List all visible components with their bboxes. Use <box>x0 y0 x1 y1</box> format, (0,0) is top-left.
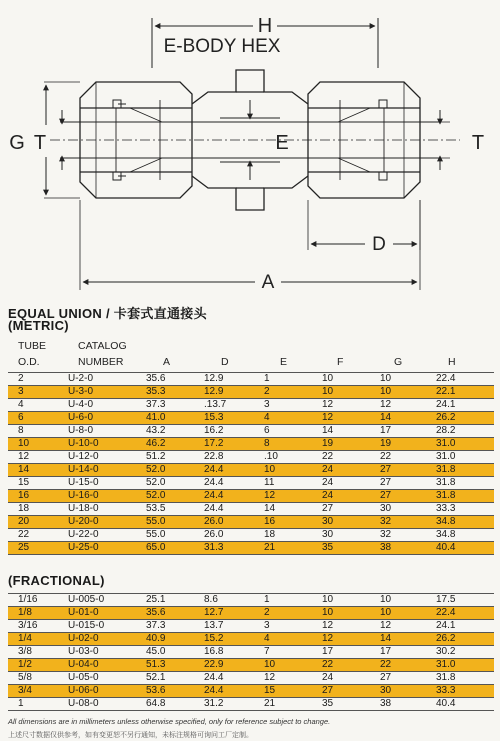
fractional-cell-d: 31.2 <box>204 698 264 711</box>
metric-table <box>8 372 494 555</box>
header-a: A <box>163 356 171 368</box>
fractional-cell-od: 1/2 <box>8 659 66 672</box>
fractional-cell-g: 14 <box>380 633 436 646</box>
metric-cell-cat: U-20-0 <box>66 516 146 529</box>
fractional-cell-g: 30 <box>380 685 436 698</box>
fractional-cell-h: 24.1 <box>436 620 494 633</box>
metric-cell-f: 30 <box>322 516 380 529</box>
fractional-row <box>8 607 494 620</box>
metric-cell-g: 32 <box>380 529 436 542</box>
dim-label-d: D <box>372 234 386 255</box>
fractional-cell-cat: U-02-0 <box>66 633 146 646</box>
metric-cell-g: 22 <box>380 451 436 464</box>
metric-cell-od: 20 <box>8 516 66 529</box>
metric-cell-od: 22 <box>8 529 66 542</box>
metric-cell-od: 15 <box>8 477 66 490</box>
fractional-cell-g: 27 <box>380 672 436 685</box>
fractional-cell-f: 12 <box>322 620 380 633</box>
metric-cell-cat: U-25-0 <box>66 542 146 555</box>
dim-label-h: H <box>257 15 273 37</box>
metric-cell-a: 35.6 <box>146 373 204 386</box>
fractional-cell-h: 26.2 <box>436 633 494 646</box>
union-drawing-svg <box>0 0 500 295</box>
fractional-cell-h: 31.8 <box>436 672 494 685</box>
header-catalog: CATALOG <box>78 340 127 352</box>
metric-cell-d: 24.4 <box>204 490 264 503</box>
metric-cell-d: 24.4 <box>204 503 264 516</box>
fractional-row <box>8 685 494 698</box>
metric-cell-d: 31.3 <box>204 542 264 555</box>
fractional-cell-f: 12 <box>322 633 380 646</box>
section-title: EQUAL UNION / 卡套式直通接头 <box>8 306 207 321</box>
metric-cell-h: 31.0 <box>436 438 494 451</box>
fractional-cell-e: 4 <box>264 633 322 646</box>
fractional-cell-cat: U-01-0 <box>66 607 146 620</box>
metric-cell-e: 2 <box>264 386 322 399</box>
header-h: H <box>448 356 456 368</box>
metric-cell-od: 25 <box>8 542 66 555</box>
fractional-cell-d: 22.9 <box>204 659 264 672</box>
fractional-cell-e: 15 <box>264 685 322 698</box>
metric-cell-od: 10 <box>8 438 66 451</box>
metric-cell-f: 24 <box>322 477 380 490</box>
metric-cell-e: 18 <box>264 529 322 542</box>
fractional-cell-f: 22 <box>322 659 380 672</box>
metric-cell-cat: U-16-0 <box>66 490 146 503</box>
metric-cell-od: 4 <box>8 399 66 412</box>
fractional-cell-d: 12.7 <box>204 607 264 620</box>
metric-cell-d: 26.0 <box>204 529 264 542</box>
metric-cell-e: 14 <box>264 503 322 516</box>
header-tube: TUBE <box>18 340 47 352</box>
metric-cell-a: 52.0 <box>146 490 204 503</box>
fractional-cell-h: 31.0 <box>436 659 494 672</box>
fractional-cell-e: 12 <box>264 672 322 685</box>
fractional-cell-g: 38 <box>380 698 436 711</box>
fractional-cell-a: 35.6 <box>146 607 204 620</box>
fractional-cell-g: 17 <box>380 646 436 659</box>
metric-cell-g: 19 <box>380 438 436 451</box>
metric-cell-g: 27 <box>380 464 436 477</box>
fractional-cell-a: 52.1 <box>146 672 204 685</box>
metric-cell-h: 31.8 <box>436 490 494 503</box>
fractional-cell-h: 17.5 <box>436 594 494 607</box>
metric-row <box>8 425 494 438</box>
metric-cell-f: 14 <box>322 425 380 438</box>
metric-row <box>8 542 494 555</box>
fractional-cell-cat: U-015-0 <box>66 620 146 633</box>
metric-cell-e: 21 <box>264 542 322 555</box>
metric-cell-d: .13.7 <box>204 399 264 412</box>
metric-cell-e: 6 <box>264 425 322 438</box>
metric-row <box>8 373 494 386</box>
metric-cell-f: 35 <box>322 542 380 555</box>
fractional-cell-od: 1/8 <box>8 607 66 620</box>
metric-row <box>8 464 494 477</box>
metric-cell-od: 18 <box>8 503 66 516</box>
fractional-cell-od: 1 <box>8 698 66 711</box>
metric-cell-a: 43.2 <box>146 425 204 438</box>
header-f: F <box>337 356 344 368</box>
fractional-cell-a: 40.9 <box>146 633 204 646</box>
metric-cell-e: 3 <box>264 399 322 412</box>
fractional-cell-f: 17 <box>322 646 380 659</box>
metric-cell-a: 41.0 <box>146 412 204 425</box>
fractional-cell-f: 10 <box>322 594 380 607</box>
fractional-cell-d: 13.7 <box>204 620 264 633</box>
metric-cell-f: 24 <box>322 464 380 477</box>
metric-cell-h: 34.8 <box>436 529 494 542</box>
fractional-cell-d: 24.4 <box>204 672 264 685</box>
metric-cell-f: 24 <box>322 490 380 503</box>
metric-cell-cat: U-12-0 <box>66 451 146 464</box>
fractional-cell-a: 51.3 <box>146 659 204 672</box>
fractional-cell-g: 10 <box>380 594 436 607</box>
metric-cell-e: 12 <box>264 490 322 503</box>
metric-cell-d: 12.9 <box>204 386 264 399</box>
metric-cell-od: 2 <box>8 373 66 386</box>
metric-cell-f: 12 <box>322 399 380 412</box>
fractional-cell-f: 35 <box>322 698 380 711</box>
metric-cell-od: 16 <box>8 490 66 503</box>
fractional-cell-a: 64.8 <box>146 698 204 711</box>
metric-cell-e: 8 <box>264 438 322 451</box>
metric-cell-a: 35.3 <box>146 386 204 399</box>
metric-cell-e: 10 <box>264 464 322 477</box>
metric-cell-a: 55.0 <box>146 516 204 529</box>
fractional-cell-od: 3/16 <box>8 620 66 633</box>
fractional-row <box>8 672 494 685</box>
fractional-cell-h: 22.4 <box>436 607 494 620</box>
metric-cell-e: 1 <box>264 373 322 386</box>
fractional-cell-a: 37.3 <box>146 620 204 633</box>
fractional-cell-a: 45.0 <box>146 646 204 659</box>
metric-cell-e: 16 <box>264 516 322 529</box>
metric-row <box>8 503 494 516</box>
metric-cell-a: 52.0 <box>146 477 204 490</box>
metric-cell-g: 32 <box>380 516 436 529</box>
technical-drawing <box>0 0 500 295</box>
fractional-cell-d: 8.6 <box>204 594 264 607</box>
fractional-title: (FRACTIONAL) <box>8 573 105 588</box>
fractional-cell-e: 7 <box>264 646 322 659</box>
metric-cell-g: 14 <box>380 412 436 425</box>
metric-cell-h: 40.4 <box>436 542 494 555</box>
fractional-cell-g: 12 <box>380 620 436 633</box>
header-d: D <box>221 356 229 368</box>
fractional-cell-cat: U-05-0 <box>66 672 146 685</box>
dim-label-t-left: T <box>33 132 47 154</box>
metric-cell-f: 27 <box>322 503 380 516</box>
metric-cell-g: 38 <box>380 542 436 555</box>
fractional-cell-od: 3/4 <box>8 685 66 698</box>
metric-row <box>8 412 494 425</box>
fractional-row <box>8 698 494 711</box>
metric-cell-h: 26.2 <box>436 412 494 425</box>
metric-cell-od: 14 <box>8 464 66 477</box>
metric-cell-g: 12 <box>380 399 436 412</box>
fractional-cell-od: 3/8 <box>8 646 66 659</box>
fractional-cell-f: 10 <box>322 607 380 620</box>
metric-cell-od: 6 <box>8 412 66 425</box>
hex-title: E-BODY HEX <box>163 36 281 57</box>
fractional-cell-od: 1/4 <box>8 633 66 646</box>
metric-cell-a: 55.0 <box>146 529 204 542</box>
fractional-cell-h: 33.3 <box>436 685 494 698</box>
fractional-table <box>8 593 494 711</box>
metric-cell-h: 24.1 <box>436 399 494 412</box>
fractional-cell-f: 27 <box>322 685 380 698</box>
metric-row <box>8 386 494 399</box>
fractional-row <box>8 646 494 659</box>
metric-cell-f: 30 <box>322 529 380 542</box>
metric-cell-od: 8 <box>8 425 66 438</box>
metric-cell-f: 19 <box>322 438 380 451</box>
dim-label-e: E <box>275 132 289 154</box>
metric-cell-cat: U-8-0 <box>66 425 146 438</box>
metric-row <box>8 438 494 451</box>
metric-cell-cat: U-4-0 <box>66 399 146 412</box>
metric-cell-a: 51.2 <box>146 451 204 464</box>
metric-cell-cat: U-2-0 <box>66 373 146 386</box>
metric-row <box>8 451 494 464</box>
fractional-cell-e: 2 <box>264 607 322 620</box>
fractional-row <box>8 659 494 672</box>
metric-cell-f: 12 <box>322 412 380 425</box>
header-od: O.D. <box>18 356 40 368</box>
metric-cell-d: 15.3 <box>204 412 264 425</box>
footnote-cn: 上述尺寸数据仅供参考，如有变更恕不另行通知，未标注规格可询问工厂定制。 <box>8 732 253 739</box>
metric-cell-h: 22.1 <box>436 386 494 399</box>
fractional-cell-cat: U-005-0 <box>66 594 146 607</box>
fractional-cell-e: 1 <box>264 594 322 607</box>
header-e: E <box>280 356 288 368</box>
fractional-cell-g: 22 <box>380 659 436 672</box>
fractional-row <box>8 633 494 646</box>
metric-cell-a: 37.3 <box>146 399 204 412</box>
metric-cell-h: 31.8 <box>436 464 494 477</box>
metric-cell-a: 52.0 <box>146 464 204 477</box>
fractional-row <box>8 594 494 607</box>
metric-row <box>8 490 494 503</box>
metric-cell-h: 22.4 <box>436 373 494 386</box>
metric-cell-h: 31.0 <box>436 451 494 464</box>
metric-cell-h: 33.3 <box>436 503 494 516</box>
fractional-cell-d: 16.8 <box>204 646 264 659</box>
metric-cell-d: 12.9 <box>204 373 264 386</box>
fractional-cell-od: 5/8 <box>8 672 66 685</box>
metric-cell-a: 46.2 <box>146 438 204 451</box>
metric-cell-d: 22.8 <box>204 451 264 464</box>
metric-cell-d: 17.2 <box>204 438 264 451</box>
metric-cell-g: 10 <box>380 386 436 399</box>
fractional-cell-cat: U-06-0 <box>66 685 146 698</box>
dim-label-g: G <box>9 132 25 154</box>
metric-cell-e: .10 <box>264 451 322 464</box>
metric-cell-g: 27 <box>380 477 436 490</box>
fractional-cell-g: 10 <box>380 607 436 620</box>
metric-cell-h: 31.8 <box>436 477 494 490</box>
fractional-cell-e: 21 <box>264 698 322 711</box>
header-g: G <box>394 356 403 368</box>
fractional-cell-h: 40.4 <box>436 698 494 711</box>
metric-cell-cat: U-18-0 <box>66 503 146 516</box>
dim-label-a: A <box>261 272 275 293</box>
section-subtitle: (METRIC) <box>8 318 69 333</box>
footnote: All dimensions are in millimeters unless otherwise specified, only for reference subject to change. <box>8 717 331 726</box>
fractional-cell-cat: U-03-0 <box>66 646 146 659</box>
fractional-cell-a: 53.6 <box>146 685 204 698</box>
metric-cell-d: 26.0 <box>204 516 264 529</box>
metric-cell-e: 11 <box>264 477 322 490</box>
fractional-cell-od: 1/16 <box>8 594 66 607</box>
metric-cell-g: 10 <box>380 373 436 386</box>
metric-cell-a: 65.0 <box>146 542 204 555</box>
metric-cell-cat: U-3-0 <box>66 386 146 399</box>
metric-cell-cat: U-6-0 <box>66 412 146 425</box>
fractional-cell-cat: U-08-0 <box>66 698 146 711</box>
metric-row <box>8 477 494 490</box>
header-number: NUMBER <box>78 356 124 368</box>
metric-cell-e: 4 <box>264 412 322 425</box>
metric-cell-cat: U-22-0 <box>66 529 146 542</box>
fractional-cell-d: 15.2 <box>204 633 264 646</box>
fractional-cell-e: 10 <box>264 659 322 672</box>
metric-cell-g: 27 <box>380 490 436 503</box>
metric-cell-d: 24.4 <box>204 477 264 490</box>
metric-cell-h: 28.2 <box>436 425 494 438</box>
metric-cell-d: 16.2 <box>204 425 264 438</box>
metric-row <box>8 516 494 529</box>
metric-cell-g: 30 <box>380 503 436 516</box>
fractional-cell-cat: U-04-0 <box>66 659 146 672</box>
metric-cell-cat: U-14-0 <box>66 464 146 477</box>
metric-cell-a: 53.5 <box>146 503 204 516</box>
fractional-cell-e: 3 <box>264 620 322 633</box>
metric-row <box>8 399 494 412</box>
metric-cell-d: 24.4 <box>204 464 264 477</box>
metric-cell-od: 3 <box>8 386 66 399</box>
fractional-cell-a: 25.1 <box>146 594 204 607</box>
metric-cell-f: 22 <box>322 451 380 464</box>
fractional-row <box>8 620 494 633</box>
metric-cell-cat: U-15-0 <box>66 477 146 490</box>
metric-cell-f: 10 <box>322 373 380 386</box>
metric-cell-f: 10 <box>322 386 380 399</box>
metric-cell-od: 12 <box>8 451 66 464</box>
metric-cell-g: 17 <box>380 425 436 438</box>
fractional-cell-h: 30.2 <box>436 646 494 659</box>
metric-cell-cat: U-10-0 <box>66 438 146 451</box>
dim-label-t-right: T <box>471 132 485 154</box>
metric-row <box>8 529 494 542</box>
fractional-cell-f: 24 <box>322 672 380 685</box>
metric-cell-h: 34.8 <box>436 516 494 529</box>
fractional-cell-d: 24.4 <box>204 685 264 698</box>
